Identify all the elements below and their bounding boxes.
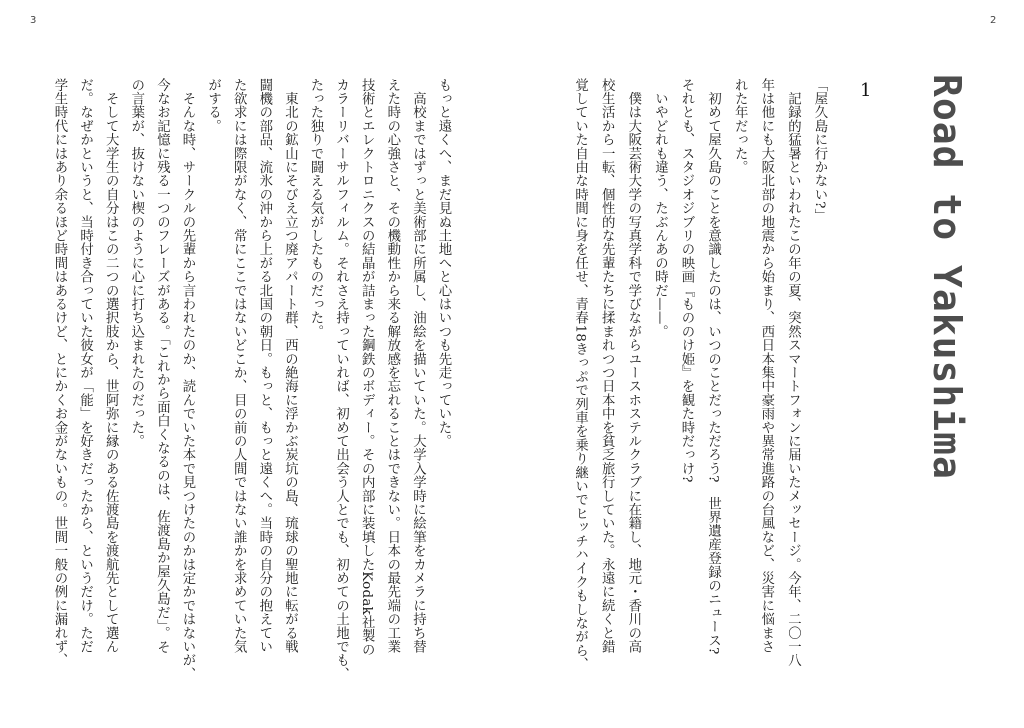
page-number-right: 2 [990,15,997,26]
text-column: れた年だった。 [732,78,748,174]
text-column: そんな時、サークルの先輩から言われたのか、読んでいた本で見つけたのかは定かではないが、 [180,78,195,681]
text-column: 僕は大阪芸術大学の写真学科で学びながらユースホステルクラブに在籍し、地元・香川の高 [625,78,641,654]
text-column: 記録的猛暑といわれたこの年の夏、突然スマートフォンに届いたメッセージ。今年、二〇一八 [785,78,801,668]
page-number-left: 3 [30,15,37,26]
text-column: 学生時代にはあり余るほど時間はあるけど、とにかくお金がないもの。世間一般の例に漏れず、 [52,78,67,668]
text-column: カラーリバーサルフィルム。それさえ持っていれば、初めて出会う人とでも、初めての土地でも、 [333,78,349,681]
text-column: 東北の鉱山にそびえ立つ廃アパート群、西の絶海に浮かぶ炭坑の島、琉球の聖地に転がる戦 [282,78,298,654]
text-column: 年は他にも大阪北部の地震から始まり、西日本集中豪雨や異常進路の台風など、災害に悩まさ [758,78,774,654]
text-column: 覚していた自由な時間に身を任せ、青春18きっぷで列車を乗り継いでヒッチハイクもしながら、 [572,78,588,672]
text-column: えた時の心強さと、その機動性から来る解放感を忘れることはできない。日本の最先端の工業 [384,78,400,654]
text-column: 技術とエレクトロニクスの結晶が詰まった鋼鉄のボディー。その内部に装填したKodak社製の [359,78,375,657]
text-column: いやどれも違う、たぶんあの時だ——。 [652,78,668,339]
chapter-number: 1 [860,80,872,101]
text-column: 初めて屋久島のことを意識したのは、いつのことだっただろう? 世界遺産登録のニュース? [705,78,721,655]
text-column: だ。なぜかというと、当時付き合っていた彼女が「能」を好きだったから、というだけ。ただ [77,78,93,654]
text-column: がする。 [205,78,221,133]
text-column: 「屋久島に行かない?」 [812,78,827,223]
chapter-title: Road to Yakushima [925,74,969,480]
text-column: 闘機の部品、流氷の沖から上がる北国の朝日。もっと、もっと遠くへ。当時の自分の抱えてい [256,78,272,654]
text-column: たった独りで闘える気がしたものだった。 [308,78,323,339]
text-column: 今なお記憶に残る一つのフレーズがある。「これから面白くなるのは、佐渡島か屋久島だ」。そ [154,78,170,654]
text-column: それとも、スタジオジブリの映画『もののけ姫』を観た時だっけ? [679,78,694,483]
text-column: 校生活から一転、個性的な先輩たちに揉まれつつ日本中を貧乏旅行していた。永遠に続くと錯 [599,78,615,654]
text-column: た欲求には際限がなく、常にここではないどこか、目の前の人間ではない誰かを求めていた気 [231,78,247,654]
text-column: 高校まではずっと美術部に所属し、油絵を描いていた。大学入学時に絵筆をカメラに持ち替 [410,78,426,654]
text-column: そして大学生の自分はこの二つの選択肢から、世阿弥に縁のある佐渡島を渡航先として選ん [103,78,119,654]
text-column: もっと遠くへ、まだ見ぬ土地へと心はいつも先走っていた。 [436,78,451,448]
text-column: の言葉が、抜けない楔のように心に打ち込まれたのだった。 [128,78,144,448]
